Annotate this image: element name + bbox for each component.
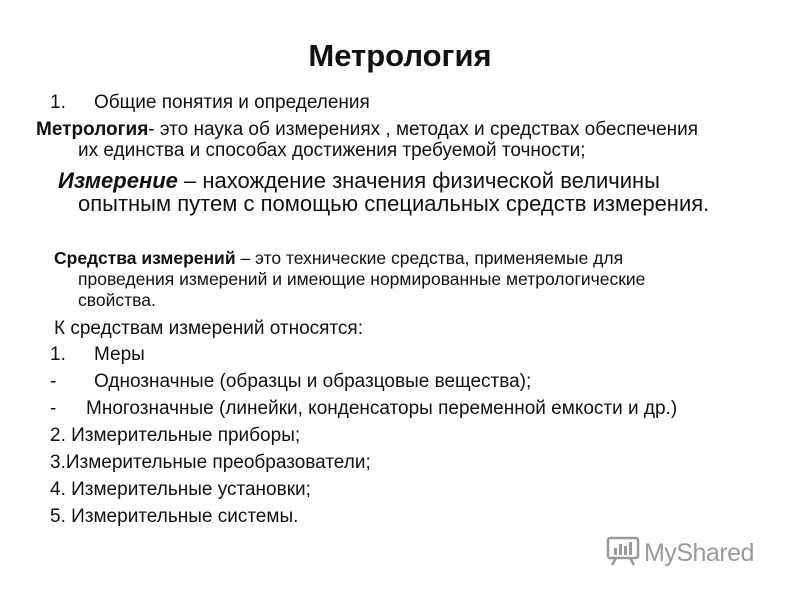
- definition-instruments-line2: проведения измерений и имеющие нормированные метрологические: [78, 269, 646, 289]
- list-item-text: Однозначные (образцы и образцовые вещества);: [94, 371, 532, 392]
- list-item: 3.Измерительные преобразователи;: [50, 452, 371, 473]
- section-heading: [50, 92, 370, 114]
- definition-instruments-line3: свойства.: [78, 290, 156, 310]
- list-marker: -: [50, 371, 57, 392]
- list-item: 4. Измерительные установки;: [50, 479, 311, 500]
- watermark-text: MyShared: [644, 539, 754, 567]
- slide-title: Метрология: [308, 38, 492, 73]
- watermark: [606, 536, 754, 571]
- list-item: [50, 371, 532, 393]
- definition-metrology-line2: их единства и способах достижения требуемой точности;: [78, 140, 586, 161]
- list-marker: 1.: [50, 344, 66, 365]
- definition-measurement-line2: опытным путем с помощью специальных средств измерения.: [78, 191, 710, 216]
- term-measurement: Измерение: [58, 168, 178, 193]
- section-title: Общие понятия и определения: [94, 92, 370, 113]
- list-item: [50, 344, 145, 366]
- list-item: 2. Измерительные приборы;: [50, 425, 301, 446]
- list-item-text: Многозначные (линейки, конденсаторы переменной емкости и др.): [86, 398, 678, 419]
- list-item: 5. Измерительные системы.: [50, 506, 299, 527]
- list-intro: К средствам измерений относятся:: [54, 318, 363, 339]
- definition-instruments: [54, 248, 623, 269]
- term-metrology: Метрология: [36, 119, 149, 140]
- definition-text: – нахождение значения физической величины: [177, 168, 660, 193]
- section-number: 1.: [50, 92, 66, 113]
- list-item: [50, 398, 678, 420]
- definition-text: - это наука об измерениях , методах и средствах обеспечения: [148, 119, 699, 140]
- list-item-text: Меры: [94, 344, 145, 365]
- myshared-logo-icon: [606, 536, 640, 571]
- term-instruments: Средства измерений: [54, 248, 236, 268]
- definition-text: – это технические средства, применяемые для: [235, 248, 624, 268]
- list-marker: -: [50, 398, 57, 419]
- definition-metrology: [36, 119, 698, 141]
